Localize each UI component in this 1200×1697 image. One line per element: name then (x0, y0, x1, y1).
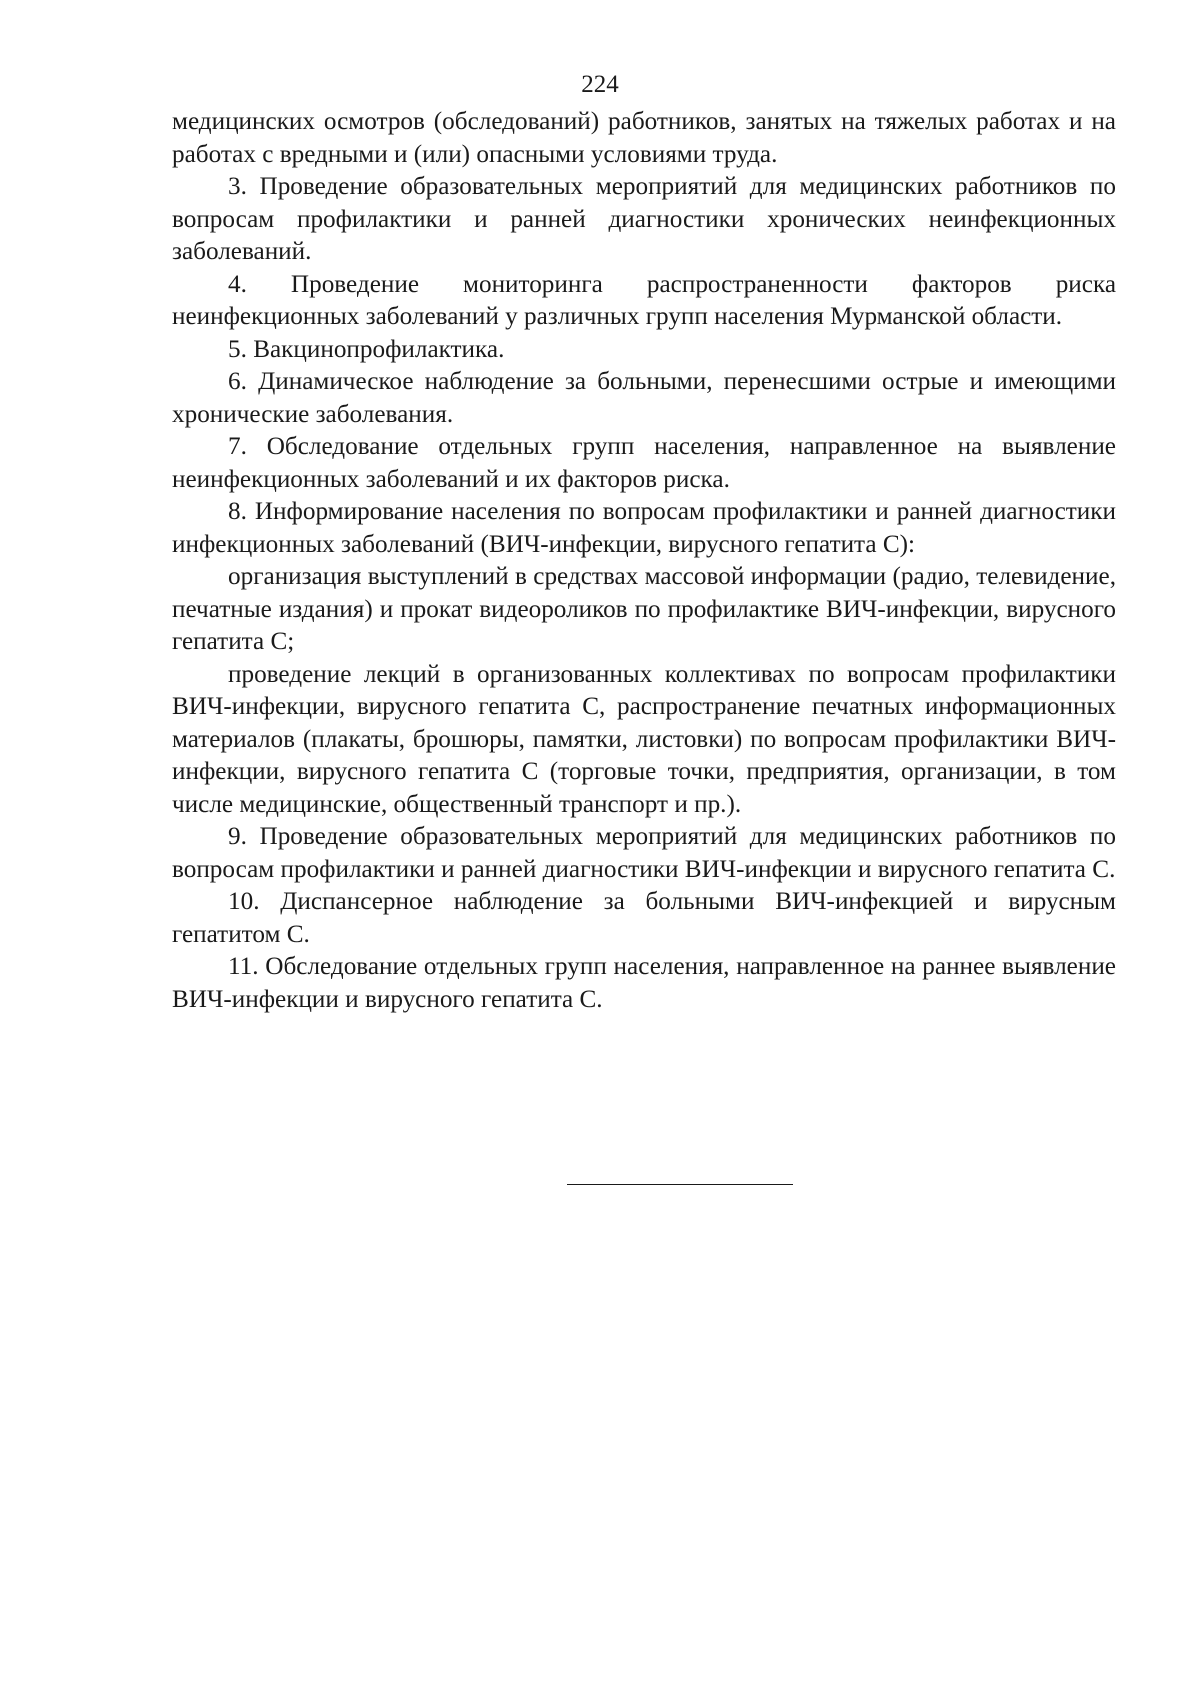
paragraph-item-3: 3. Проведение образовательных мероприятий для медицинских работников по вопросам профилактики и ранней диагностики хронических неинфекционных заболеваний. (172, 173, 1116, 265)
paragraph-item-8: 8. Информирование населения по вопросам профилактики и ранней диагностики инфекционных заболеваний (ВИЧ-инфекции, вирусного гепатита С): (172, 498, 1116, 558)
paragraph-item-8-media: организация выступлений в средствах массовой информации (радио, телевидение, печатные издания) и прокат видеороликов по профилактике ВИЧ-инфекции, вирусного гепатита С; (172, 563, 1116, 655)
end-divider-line (567, 1184, 793, 1185)
paragraph-item-8-lectures: проведение лекций в организованных коллективах по вопросам профилактики ВИЧ-инфекции, вирусного гепатита С, распространение печатных информационных материалов (плакаты, брошюры, памятки, листовки) по вопросам профилактики ВИЧ-инфекции, вирусного гепатита С (торговые точки, предприятия, организации, в том числе медицинские, общественный транспорт и пр.). (172, 660, 1116, 818)
document-body (172, 106, 1116, 1016)
paragraph-continuation: медицинских осмотров (обследований) работников, занятых на тяжелых работах и на работах с вредными и (или) опасными условиями труда. (172, 108, 1116, 168)
paragraph-item-10: 10. Диспансерное наблюдение за больными ВИЧ-инфекцией и вирусным гепатитом С. (172, 888, 1116, 948)
paragraph-item-6: 6. Динамическое наблюдение за больными, перенесшими острые и имеющими хронические заболевания. (172, 368, 1116, 428)
paragraph-item-9: 9. Проведение образовательных мероприятий для медицинских работников по вопросам профилактики и ранней диагностики ВИЧ-инфекции и вирусного гепатита С. (172, 823, 1116, 883)
paragraph-item-5: 5. Вакцинопрофилактика. (228, 335, 505, 363)
paragraph-item-4: 4. Проведение мониторинга распространенности факторов риска неинфекционных заболеваний у различных групп населения Мурманской области. (172, 270, 1116, 330)
paragraph-item-7: 7. Обследование отдельных групп населения, направленное на выявление неинфекционных заболеваний и их факторов риска. (172, 433, 1116, 493)
page-number: 224 (581, 71, 619, 98)
paragraph-item-11: 11. Обследование отдельных групп населения, направленное на раннее выявление ВИЧ-инфекции и вирусного гепатита С. (172, 953, 1116, 1013)
